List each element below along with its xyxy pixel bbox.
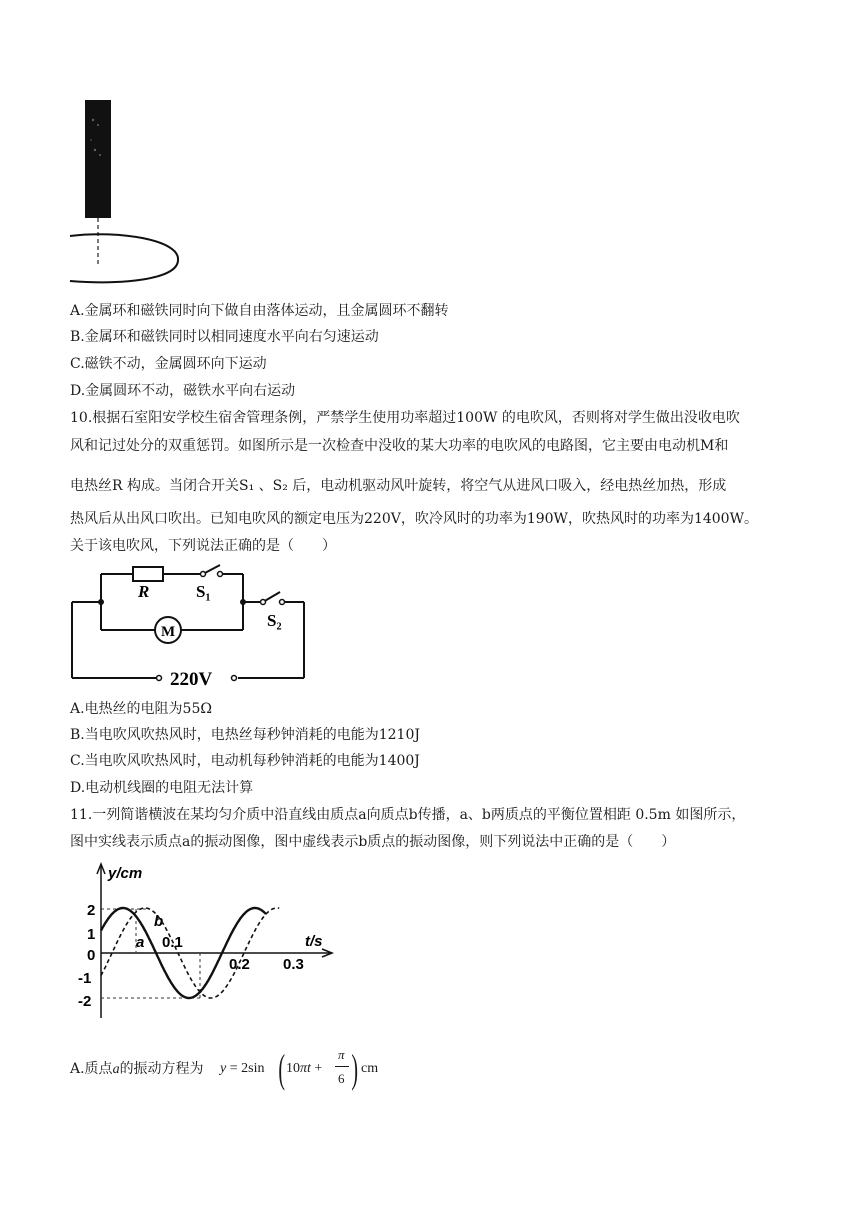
- q11-stem-line2: 图中实线表示质点a的振动图像，图中虚线表示b质点的振动图像，则下列说法中正确的是（ ）: [70, 834, 676, 850]
- q10-option-c: C.当电吹风吹热风时，电动机每秒钟消耗的电能为1400J: [70, 753, 420, 769]
- xtick-0.1: 0.1: [162, 934, 183, 951]
- ytick-neg1: -1: [78, 970, 92, 987]
- label-a: a: [136, 934, 145, 951]
- label-s1: S₁: [196, 582, 211, 601]
- q10-stem-line2: 风和记过处分的双重惩罚。如图所示是一次检查中没收的某大功率的电吹风的电路图，它主要由电动机M和: [70, 438, 729, 454]
- y-axis-label: y/cm: [108, 865, 143, 882]
- q10-option-a: A.电热丝的电阻为55Ω: [70, 701, 212, 717]
- q10-stem-line4: 热风后从出风口吹出。已知电吹风的额定电压为220V，吹冷风时的功率为190W，吹热风时的功率为1400W。: [70, 511, 758, 527]
- resistor-r: [133, 567, 163, 581]
- q9-option-d: D.金属圆环不动，磁铁水平向右运动: [70, 383, 296, 399]
- metal-ring: [70, 234, 178, 282]
- q10-option-b: B.当电吹风吹热风时，电热丝每秒钟消耗的电能为1210J: [70, 727, 420, 743]
- q10-stem-line1: 10.根据石室阳安学校生宿舍管理条例，严禁学生使用功率超过100W 的电吹风，否则将对学生做出没收电吹: [70, 410, 740, 426]
- q9-option-b: B.金属环和磁铁同时以相同速度水平向右匀速运动: [70, 329, 379, 345]
- xtick-0.2: 0.2: [229, 956, 250, 973]
- q10-option-d: D.电动机线圈的电阻无法计算: [70, 780, 254, 796]
- t-axis-label: t/s: [305, 933, 323, 950]
- label-r: R: [138, 582, 150, 601]
- ytick-neg2: -2: [78, 993, 92, 1010]
- hair-dryer-circuit: [68, 560, 318, 695]
- label-m: M: [161, 624, 176, 640]
- bar-magnet: [85, 100, 111, 218]
- q9-option-c: C.磁铁不动，金属圆环向下运动: [70, 356, 267, 372]
- q10-stem-line3: 电热丝R 构成。当闭合开关S₁ 、S₂ 后，电动机驱动风叶旋转，将空气从进风口吸入，经电热丝加热，形成: [70, 478, 727, 494]
- q11-stem-line1: 11.一列简谐横波在某均匀介质中沿直线由质点a向质点b传播，a、b两质点的平衡位置相距 0.5m 如图所示，: [70, 807, 746, 823]
- label-voltage: 220V: [170, 669, 213, 690]
- q9-option-a: A.金属环和磁铁同时向下做自由落体运动，且金属圆环不翻转: [70, 303, 449, 319]
- q10-stem-line5: 关于该电吹风，下列说法正确的是（ ）: [70, 538, 336, 554]
- ytick-0: 0: [87, 947, 96, 964]
- label-b: b: [154, 913, 164, 930]
- xtick-0.3: 0.3: [283, 956, 304, 973]
- vibration-graph: [70, 858, 340, 1028]
- ytick-2: 2: [87, 902, 96, 919]
- magnet-ring-figure: [60, 95, 190, 295]
- ytick-1: 1: [87, 926, 96, 943]
- label-s2: S₂: [267, 611, 282, 630]
